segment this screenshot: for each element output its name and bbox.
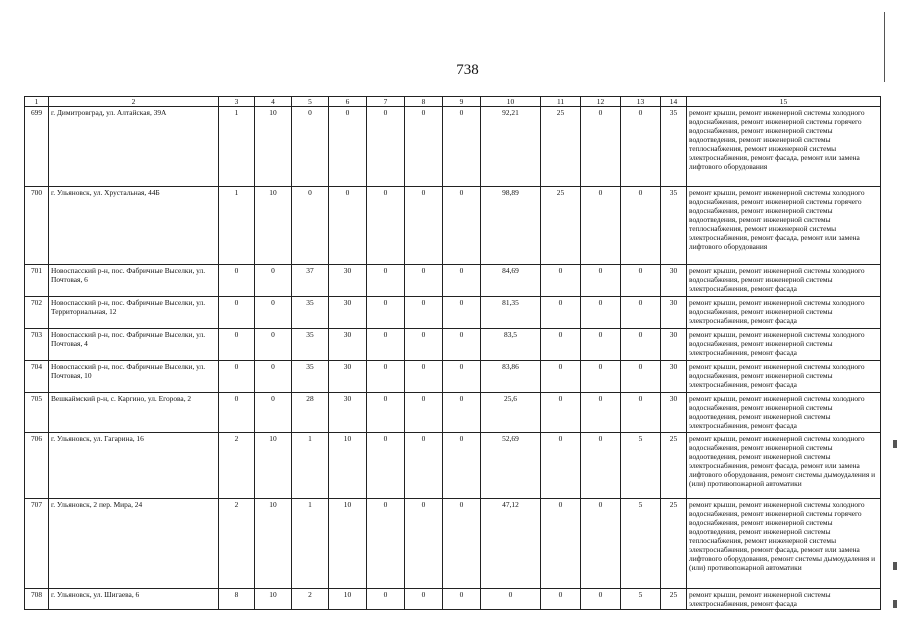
address-cell: Новоспасский р-н, пос. Фабричные Выселки, ул. Почтовая, 4 bbox=[49, 329, 219, 361]
address-cell: Новоспасский р-н, пос. Фабричные Выселки, ул. Почтовая, 10 bbox=[49, 361, 219, 393]
value-cell: 83,86 bbox=[481, 361, 541, 393]
value-cell: 30 bbox=[329, 393, 367, 433]
works-description-cell: ремонт крыши, ремонт инженерной системы холодного водоснабжения, ремонт инженерной системы электроснабжения, ремонт фасада bbox=[687, 329, 881, 361]
value-cell: 30 bbox=[329, 329, 367, 361]
value-cell: 35 bbox=[661, 107, 687, 187]
table-row bbox=[25, 589, 881, 610]
address-cell: г. Ульяновск, ул. Гагарина, 16 bbox=[49, 433, 219, 499]
column-header: 10 bbox=[481, 97, 541, 107]
column-header: 12 bbox=[581, 97, 621, 107]
value-cell: 0 bbox=[541, 393, 581, 433]
value-cell: 0 bbox=[255, 297, 292, 329]
value-cell: 0 bbox=[255, 393, 292, 433]
column-header: 5 bbox=[292, 97, 329, 107]
address-cell: г. Ульяновск, ул. Хрустальная, 44Б bbox=[49, 187, 219, 265]
row-number-cell: 708 bbox=[25, 589, 49, 610]
value-cell: 92,21 bbox=[481, 107, 541, 187]
row-number-cell: 701 bbox=[25, 265, 49, 297]
value-cell: 2 bbox=[219, 433, 255, 499]
value-cell: 0 bbox=[405, 589, 443, 610]
works-description-cell: ремонт крыши, ремонт инженерной системы холодного водоснабжения, ремонт инженерной системы горячего водоснабжения, ремонт инженерной системы водоотведения, ремонт инженерной системы теплоснабжения, ремонт инженерной системы электроснабжения, ремонт фасада, ремонт или замена лифтового оборудования, ремонт системы дымоудаления и (или) противопожарной автоматики bbox=[687, 499, 881, 589]
value-cell: 1 bbox=[219, 187, 255, 265]
value-cell: 25 bbox=[541, 187, 581, 265]
column-header: 14 bbox=[661, 97, 687, 107]
column-header: 15 bbox=[687, 97, 881, 107]
value-cell: 0 bbox=[405, 499, 443, 589]
value-cell: 0 bbox=[405, 433, 443, 499]
table-row bbox=[25, 329, 881, 361]
works-description-cell: ремонт крыши, ремонт инженерной системы холодного водоснабжения, ремонт инженерной системы горячего водоснабжения, ремонт инженерной системы водоотведения, ремонт инженерной системы теплоснабжения, ремонт инженерной системы электроснабжения, ремонт фасада, ремонт или замена лифтового оборудования bbox=[687, 107, 881, 187]
column-header: 8 bbox=[405, 97, 443, 107]
value-cell: 0 bbox=[367, 187, 405, 265]
works-description-cell: ремонт крыши, ремонт инженерной системы холодного водоснабжения, ремонт инженерной системы электроснабжения, ремонт фасада bbox=[687, 361, 881, 393]
table-row bbox=[25, 187, 881, 265]
value-cell: 30 bbox=[661, 393, 687, 433]
value-cell: 30 bbox=[661, 265, 687, 297]
value-cell: 35 bbox=[292, 297, 329, 329]
works-table-container bbox=[24, 96, 880, 610]
value-cell: 0 bbox=[541, 589, 581, 610]
value-cell: 35 bbox=[292, 329, 329, 361]
value-cell: 25,6 bbox=[481, 393, 541, 433]
value-cell: 0 bbox=[581, 265, 621, 297]
value-cell: 0 bbox=[443, 361, 481, 393]
works-description-cell: ремонт крыши, ремонт инженерной системы холодного водоснабжения, ремонт инженерной системы водоотведения, ремонт инженерной системы электроснабжения, ремонт фасада bbox=[687, 393, 881, 433]
address-cell: Вешкаймский р-н, с. Каргино, ул. Егорова, 2 bbox=[49, 393, 219, 433]
value-cell: 0 bbox=[541, 361, 581, 393]
table-body bbox=[25, 107, 881, 610]
value-cell: 0 bbox=[581, 393, 621, 433]
value-cell: 10 bbox=[255, 107, 292, 187]
column-header: 4 bbox=[255, 97, 292, 107]
column-header: 9 bbox=[443, 97, 481, 107]
value-cell: 8 bbox=[219, 589, 255, 610]
value-cell: 35 bbox=[292, 361, 329, 393]
value-cell: 0 bbox=[443, 393, 481, 433]
value-cell: 0 bbox=[367, 589, 405, 610]
value-cell: 0 bbox=[367, 499, 405, 589]
value-cell: 30 bbox=[661, 297, 687, 329]
row-number-cell: 700 bbox=[25, 187, 49, 265]
value-cell: 1 bbox=[292, 433, 329, 499]
value-cell: 0 bbox=[367, 107, 405, 187]
scan-mark bbox=[884, 12, 885, 82]
value-cell: 0 bbox=[621, 265, 661, 297]
value-cell: 0 bbox=[541, 297, 581, 329]
address-cell: г. Ульяновск, 2 пер. Мира, 24 bbox=[49, 499, 219, 589]
value-cell: 47,12 bbox=[481, 499, 541, 589]
value-cell: 0 bbox=[405, 329, 443, 361]
works-description-cell: ремонт крыши, ремонт инженерной системы электроснабжения, ремонт фасада bbox=[687, 589, 881, 610]
value-cell: 0 bbox=[541, 499, 581, 589]
value-cell: 0 bbox=[219, 297, 255, 329]
value-cell: 0 bbox=[541, 265, 581, 297]
value-cell: 5 bbox=[621, 499, 661, 589]
row-number-cell: 706 bbox=[25, 433, 49, 499]
value-cell: 2 bbox=[219, 499, 255, 589]
value-cell: 0 bbox=[219, 361, 255, 393]
table-row bbox=[25, 107, 881, 187]
value-cell: 0 bbox=[621, 329, 661, 361]
column-header: 1 bbox=[25, 97, 49, 107]
value-cell: 0 bbox=[367, 329, 405, 361]
column-header: 6 bbox=[329, 97, 367, 107]
value-cell: 0 bbox=[405, 265, 443, 297]
value-cell: 0 bbox=[443, 187, 481, 265]
works-description-cell: ремонт крыши, ремонт инженерной системы холодного водоснабжения, ремонт инженерной системы электроснабжения, ремонт фасада bbox=[687, 297, 881, 329]
value-cell: 0 bbox=[581, 499, 621, 589]
row-number-cell: 704 bbox=[25, 361, 49, 393]
value-cell: 0 bbox=[443, 329, 481, 361]
page-number: 738 bbox=[456, 62, 479, 78]
value-cell: 0 bbox=[443, 433, 481, 499]
row-number-cell: 702 bbox=[25, 297, 49, 329]
value-cell: 0 bbox=[581, 329, 621, 361]
value-cell: 10 bbox=[255, 589, 292, 610]
column-header: 2 bbox=[49, 97, 219, 107]
value-cell: 0 bbox=[621, 187, 661, 265]
value-cell: 0 bbox=[367, 265, 405, 297]
value-cell: 0 bbox=[405, 187, 443, 265]
value-cell: 0 bbox=[581, 107, 621, 187]
works-table bbox=[24, 96, 881, 610]
value-cell: 0 bbox=[443, 589, 481, 610]
value-cell: 0 bbox=[219, 393, 255, 433]
address-cell: г. Димитровград, ул. Алтайская, 39А bbox=[49, 107, 219, 187]
value-cell: 0 bbox=[621, 361, 661, 393]
value-cell: 10 bbox=[255, 187, 292, 265]
value-cell: 25 bbox=[541, 107, 581, 187]
value-cell: 30 bbox=[329, 265, 367, 297]
value-cell: 0 bbox=[329, 107, 367, 187]
row-number-cell: 707 bbox=[25, 499, 49, 589]
value-cell: 0 bbox=[405, 107, 443, 187]
value-cell: 0 bbox=[219, 329, 255, 361]
value-cell: 0 bbox=[621, 393, 661, 433]
value-cell: 81,35 bbox=[481, 297, 541, 329]
table-row bbox=[25, 297, 881, 329]
value-cell: 0 bbox=[255, 361, 292, 393]
table-row bbox=[25, 393, 881, 433]
value-cell: 37 bbox=[292, 265, 329, 297]
column-header: 3 bbox=[219, 97, 255, 107]
value-cell: 0 bbox=[581, 297, 621, 329]
value-cell: 25 bbox=[661, 433, 687, 499]
works-description-cell: ремонт крыши, ремонт инженерной системы холодного водоснабжения, ремонт инженерной системы водоотведения, ремонт инженерной системы электроснабжения, ремонт фасада, ремонт или замена лифтового оборудования, ремонт системы дымоудаления и (или) противопожарной автоматики bbox=[687, 433, 881, 499]
value-cell: 0 bbox=[621, 107, 661, 187]
value-cell: 1 bbox=[292, 499, 329, 589]
scan-mark bbox=[893, 600, 897, 608]
column-header: 7 bbox=[367, 97, 405, 107]
value-cell: 0 bbox=[405, 393, 443, 433]
table-row bbox=[25, 499, 881, 589]
table-row bbox=[25, 433, 881, 499]
value-cell: 0 bbox=[581, 589, 621, 610]
value-cell: 10 bbox=[329, 499, 367, 589]
scan-mark bbox=[893, 440, 897, 448]
value-cell: 0 bbox=[443, 297, 481, 329]
value-cell: 10 bbox=[329, 589, 367, 610]
value-cell: 10 bbox=[255, 499, 292, 589]
value-cell: 0 bbox=[367, 297, 405, 329]
value-cell: 0 bbox=[292, 187, 329, 265]
value-cell: 0 bbox=[367, 361, 405, 393]
address-cell: г. Ульяновск, ул. Шигаева, 6 bbox=[49, 589, 219, 610]
scan-mark bbox=[893, 562, 897, 570]
value-cell: 0 bbox=[581, 433, 621, 499]
address-cell: Новоспасский р-н, пос. Фабричные Выселки, ул. Территориальная, 12 bbox=[49, 297, 219, 329]
works-description-cell: ремонт крыши, ремонт инженерной системы холодного водоснабжения, ремонт инженерной системы электроснабжения, ремонт фасада bbox=[687, 265, 881, 297]
value-cell: 30 bbox=[661, 329, 687, 361]
value-cell: 0 bbox=[481, 589, 541, 610]
value-cell: 0 bbox=[541, 433, 581, 499]
value-cell: 25 bbox=[661, 499, 687, 589]
value-cell: 0 bbox=[255, 329, 292, 361]
row-number-cell: 705 bbox=[25, 393, 49, 433]
value-cell: 30 bbox=[329, 361, 367, 393]
column-header: 13 bbox=[621, 97, 661, 107]
row-number-cell: 703 bbox=[25, 329, 49, 361]
header-row bbox=[25, 97, 881, 107]
value-cell: 0 bbox=[581, 187, 621, 265]
value-cell: 5 bbox=[621, 589, 661, 610]
value-cell: 28 bbox=[292, 393, 329, 433]
value-cell: 0 bbox=[405, 297, 443, 329]
value-cell: 0 bbox=[367, 393, 405, 433]
value-cell: 2 bbox=[292, 589, 329, 610]
value-cell: 10 bbox=[255, 433, 292, 499]
value-cell: 0 bbox=[443, 107, 481, 187]
value-cell: 84,69 bbox=[481, 265, 541, 297]
value-cell: 0 bbox=[443, 499, 481, 589]
value-cell: 30 bbox=[661, 361, 687, 393]
row-number-cell: 699 bbox=[25, 107, 49, 187]
value-cell: 30 bbox=[329, 297, 367, 329]
value-cell: 0 bbox=[219, 265, 255, 297]
value-cell: 0 bbox=[405, 361, 443, 393]
column-header: 11 bbox=[541, 97, 581, 107]
value-cell: 0 bbox=[621, 297, 661, 329]
value-cell: 0 bbox=[255, 265, 292, 297]
value-cell: 83,5 bbox=[481, 329, 541, 361]
works-description-cell: ремонт крыши, ремонт инженерной системы холодного водоснабжения, ремонт инженерной системы горячего водоснабжения, ремонт инженерной системы водоотведения, ремонт инженерной системы теплоснабжения, ремонт инженерной системы электроснабжения, ремонт фасада, ремонт или замена лифтового оборудования bbox=[687, 187, 881, 265]
value-cell: 25 bbox=[661, 589, 687, 610]
value-cell: 0 bbox=[443, 265, 481, 297]
value-cell: 0 bbox=[292, 107, 329, 187]
value-cell: 35 bbox=[661, 187, 687, 265]
value-cell: 10 bbox=[329, 433, 367, 499]
value-cell: 0 bbox=[329, 187, 367, 265]
value-cell: 0 bbox=[541, 329, 581, 361]
value-cell: 98,89 bbox=[481, 187, 541, 265]
value-cell: 5 bbox=[621, 433, 661, 499]
table-row bbox=[25, 265, 881, 297]
value-cell: 0 bbox=[581, 361, 621, 393]
address-cell: Новоспасский р-н, пос. Фабричные Выселки, ул. Почтовая, 6 bbox=[49, 265, 219, 297]
value-cell: 1 bbox=[219, 107, 255, 187]
value-cell: 52,69 bbox=[481, 433, 541, 499]
value-cell: 0 bbox=[367, 433, 405, 499]
table-row bbox=[25, 361, 881, 393]
